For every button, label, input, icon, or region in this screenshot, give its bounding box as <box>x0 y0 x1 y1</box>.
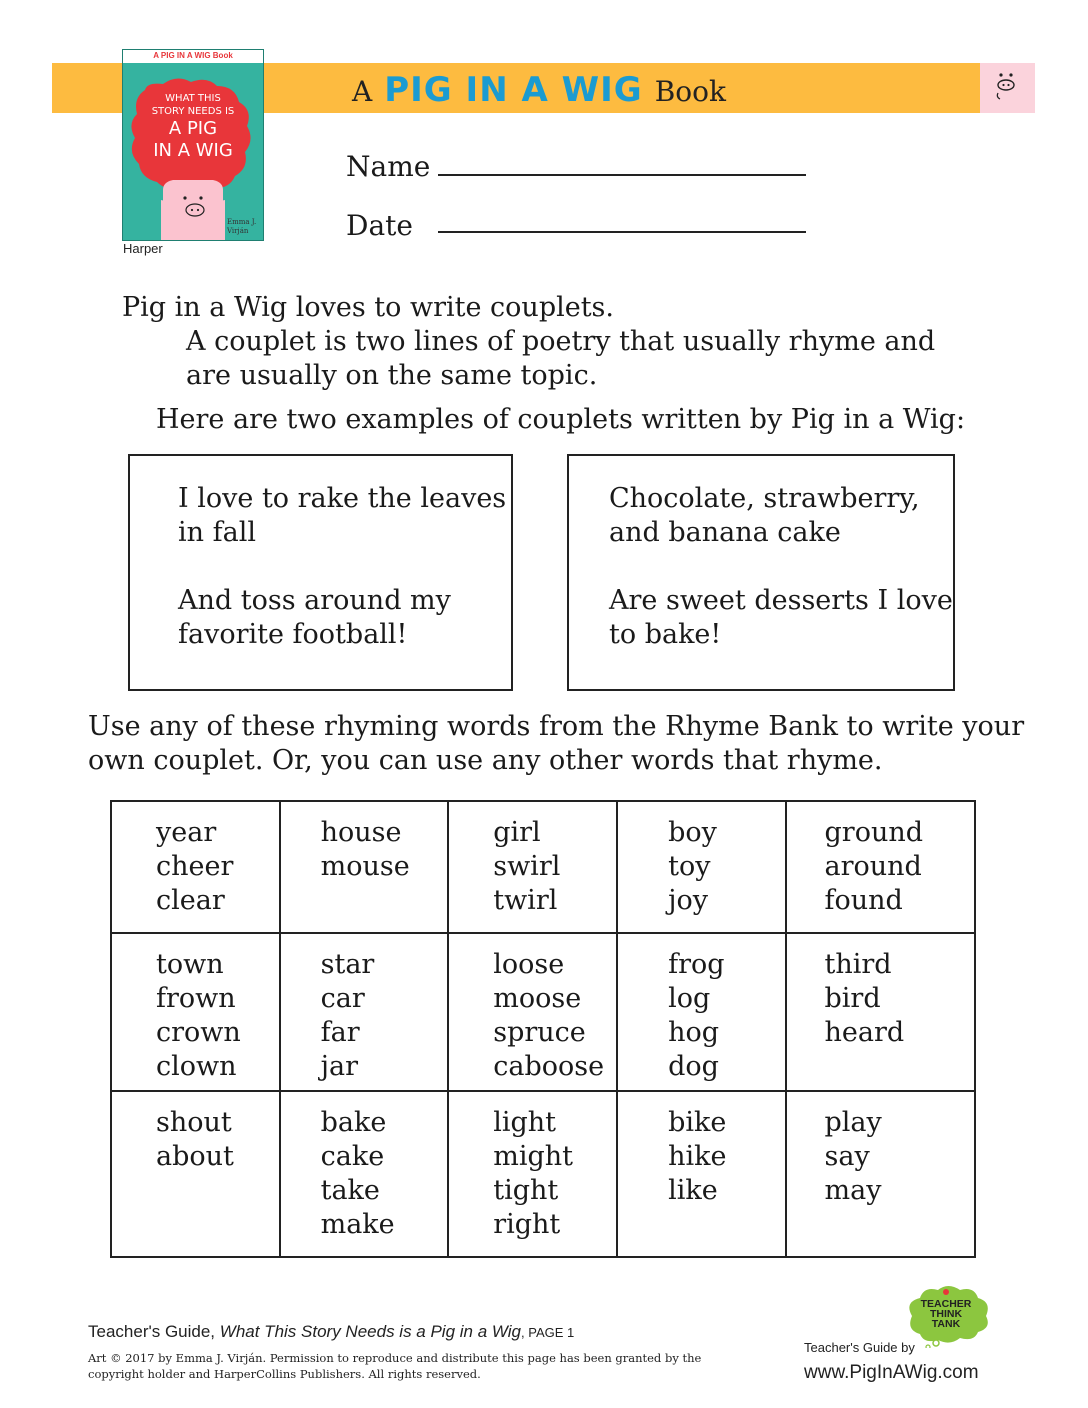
rhyme-word: bird <box>824 983 881 1014</box>
name-line[interactable] <box>438 174 806 176</box>
title-suffix: Book <box>654 75 726 108</box>
website-url[interactable]: www.PigInAWig.com <box>804 1362 979 1383</box>
pig-face-icon <box>980 63 1035 113</box>
example-couplet-1 <box>128 454 513 691</box>
page-title <box>352 70 726 110</box>
cover-line-4: IN A WIG <box>153 140 233 161</box>
rhyme-bank-cell <box>448 933 617 1091</box>
rhyme-word: twirl <box>493 885 558 916</box>
instructions-line-2: own couplet. Or, you can use any other words that rhyme. <box>88 745 883 776</box>
intro-line-4: Here are two examples of couplets written by Pig in a Wig: <box>156 404 966 435</box>
rhyme-word: clown <box>156 1051 237 1082</box>
rhyme-bank-row <box>111 933 975 1091</box>
date-label: Date <box>346 209 413 242</box>
rhyme-word: far <box>320 1017 360 1048</box>
rhyme-bank-cell <box>617 933 785 1091</box>
rhyme-word: loose <box>493 949 565 980</box>
rhyme-word: tight <box>493 1175 559 1206</box>
rhyme-word: third <box>824 949 892 980</box>
rhyme-word: swirl <box>493 851 561 882</box>
guide-page: , PAGE 1 <box>521 1325 575 1340</box>
rhyme-word: light <box>493 1107 557 1138</box>
rhyme-bank-cell <box>111 933 280 1091</box>
rhyme-word: girl <box>493 817 541 848</box>
rhyme-word: shout <box>156 1107 232 1138</box>
rhyme-bank-cell <box>786 801 976 933</box>
rhyme-bank-cell <box>280 801 449 933</box>
couplet-line: to bake! <box>609 619 722 650</box>
rhyme-bank-row <box>111 1091 975 1257</box>
copyright-notice <box>88 1350 738 1382</box>
date-line[interactable] <box>438 231 806 233</box>
rhyme-word: about <box>156 1141 234 1172</box>
logo-line-3: TANK <box>931 1318 961 1330</box>
rhyme-word: like <box>668 1175 718 1206</box>
rhyme-word: frown <box>156 983 236 1014</box>
intro-line-1: Pig in a Wig loves to write couplets. <box>122 292 614 323</box>
cover-line-2: STORY NEEDS IS <box>151 106 235 117</box>
rhyme-word: bake <box>320 1107 387 1138</box>
logo-line-1: TEACHER <box>920 1298 972 1310</box>
rhyme-bank-cell <box>280 1091 449 1257</box>
rhyme-word: joy <box>668 885 708 916</box>
copyright-line-1: Art © 2017 by Emma J. Virján. Permission to reproduce and distribute this page has been granted by the <box>88 1351 702 1365</box>
example-couplet-2 <box>567 454 955 691</box>
copyright-line-2: copyright holder and HarperCollins Publishers. All rights reserved. <box>88 1367 481 1381</box>
rhyme-word: make <box>320 1209 395 1240</box>
rhyme-bank-cell <box>280 933 449 1091</box>
rhyme-bank-row <box>111 801 975 933</box>
couplet-line: And toss around my <box>178 585 451 616</box>
rhyme-bank-cell <box>448 801 617 933</box>
rhyme-bank-table <box>110 800 976 1258</box>
rhyme-word: right <box>493 1209 561 1240</box>
rhyme-word: toy <box>668 851 711 882</box>
name-row <box>346 150 430 183</box>
rhyme-word: year <box>156 817 217 848</box>
couplet-line: Chocolate, strawberry, <box>609 483 920 514</box>
rhyme-bank-cell <box>111 1091 280 1257</box>
rhyme-word: take <box>320 1175 380 1206</box>
rhyme-word: play <box>824 1107 882 1138</box>
rhyme-word: may <box>824 1175 882 1206</box>
footer-guide-title <box>88 1322 574 1342</box>
rhyme-word: cake <box>320 1141 385 1172</box>
rhyme-bank-cell <box>111 801 280 933</box>
rhyme-word: spruce <box>493 1017 586 1048</box>
rhyme-bank-cell <box>786 933 976 1091</box>
book-cover <box>122 49 264 241</box>
rhyme-word: hog <box>668 1017 720 1048</box>
rhyme-word: car <box>320 983 365 1014</box>
intro-line-3: are usually on the same topic. <box>186 360 598 391</box>
rhyme-word: ground <box>824 817 924 848</box>
teachers-guide-by: Teacher's Guide by <box>804 1340 915 1355</box>
rhyme-bank-cell <box>617 1091 785 1257</box>
rhyme-bank-cell <box>448 1091 617 1257</box>
couplet-line: in fall <box>178 517 256 548</box>
rhyme-word: clear <box>156 885 225 916</box>
rhyme-word: dog <box>668 1051 719 1082</box>
cover-line-3: A PIG <box>168 118 218 139</box>
rhyme-bank-cell <box>617 801 785 933</box>
rhyme-word: log <box>668 983 711 1014</box>
guide-book-title: What This Story Needs is a Pig in a Wig <box>219 1322 522 1341</box>
title-main: PIG IN A WIG <box>384 70 643 110</box>
couplet-line: favorite football! <box>178 619 408 650</box>
rhyme-word: cheer <box>156 851 234 882</box>
rhyme-word: bike <box>668 1107 727 1138</box>
guide-prefix: Teacher's Guide, <box>88 1322 216 1341</box>
rhyme-bank-cell <box>786 1091 976 1257</box>
cover-author-1: Emma J. <box>227 218 257 226</box>
rhyme-word: moose <box>493 983 582 1014</box>
rhyme-word: house <box>320 817 402 848</box>
rhyme-word: jar <box>320 1051 358 1082</box>
rhyme-word: boy <box>668 817 717 848</box>
rhyme-word: say <box>824 1141 870 1172</box>
rhyme-word: found <box>824 885 903 916</box>
rhyme-word: caboose <box>493 1051 605 1082</box>
rhyme-word: crown <box>156 1017 241 1048</box>
rhyme-word: around <box>824 851 922 882</box>
logo-line-2: THINK <box>929 1308 963 1320</box>
rhyme-word: heard <box>824 1017 905 1048</box>
title-prefix: A <box>352 75 373 108</box>
name-label: Name <box>346 150 431 183</box>
couplet-line: Are sweet desserts I love <box>609 585 953 616</box>
instructions-line-1: Use any of these rhyming words from the Rhyme Bank to write your <box>88 711 1025 742</box>
rhyme-word: frog <box>668 949 725 980</box>
couplet-line: I love to rake the leaves <box>178 483 507 514</box>
rhyme-word: might <box>493 1141 573 1172</box>
cover-author-2: Virján <box>227 227 249 235</box>
cover-line-1: WHAT THIS <box>165 93 221 104</box>
cover-top-line: A PIG IN A WIG Book <box>153 51 233 60</box>
intro-line-2: A couplet is two lines of poetry that usually rhyme and <box>186 326 936 357</box>
publisher-label: Harper <box>123 241 163 256</box>
rhyme-word: hike <box>668 1141 727 1172</box>
rhyme-word: mouse <box>320 851 410 882</box>
date-row <box>346 209 413 242</box>
rhyme-word: town <box>156 949 224 980</box>
couplet-line: and banana cake <box>609 517 841 548</box>
rhyme-word: star <box>320 949 375 980</box>
